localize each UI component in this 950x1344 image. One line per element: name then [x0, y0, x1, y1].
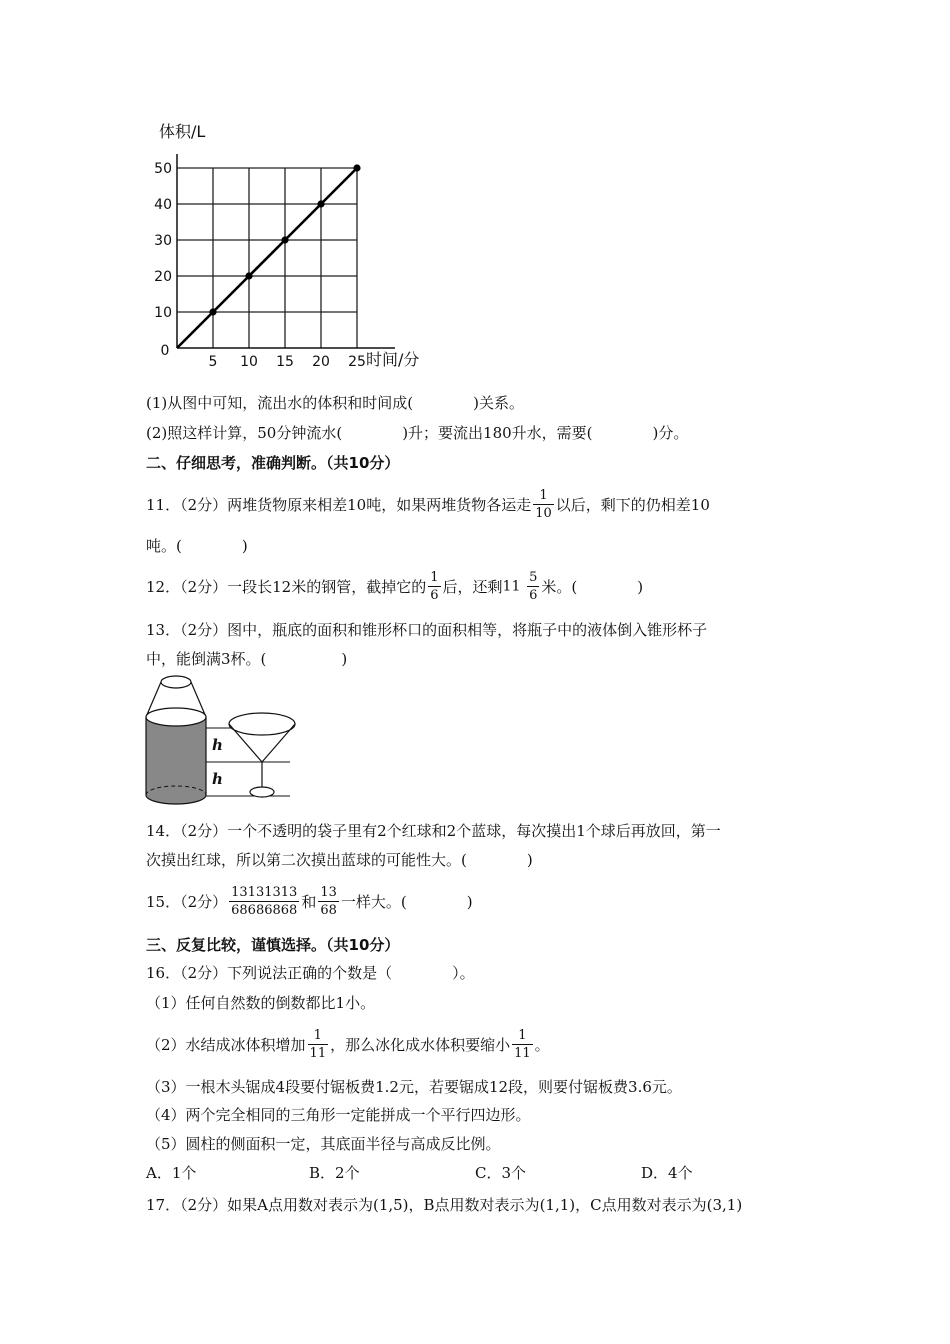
q16-statement-1: （1）任何自然数的倒数都比1小。	[146, 994, 376, 1012]
origin-label: 0	[160, 343, 170, 359]
q11-text-suffix: 以后，剩下的仍相差10	[555, 495, 710, 514]
fraction-numerator: 13	[320, 884, 337, 900]
question-11	[146, 484, 710, 524]
x-tick-label: 10	[240, 354, 258, 370]
fraction-denominator: 11	[309, 1045, 327, 1061]
q16-stem: 16．（2分）下列说法正确的个数是（ ）。	[146, 964, 475, 982]
q11-text-prefix: 11．（2分）两堆货物原来相差10吨，如果两堆货物各运走	[146, 495, 532, 514]
volume-time-chart	[140, 115, 460, 380]
fraction-1-10	[533, 489, 554, 520]
q16-statement-4: （4）两个完全相同的三角形一定能拼成一个平行四边形。	[146, 1106, 531, 1124]
q17-text-prefix: 17．（2分）如果A点用数对表示为	[146, 1196, 373, 1214]
q13-line1: 13．（2分）图中，瓶底的面积和锥形杯口的面积相等，将瓶子中的液体倒入锥形杯子	[146, 621, 708, 639]
question-17	[146, 1194, 742, 1215]
mixed-whole: 11	[502, 578, 521, 594]
height-label-2: h	[212, 770, 223, 788]
fraction-denominator: 68	[320, 902, 337, 918]
data-point	[245, 272, 252, 279]
q17-text-mid2: ，C点用数对表示为	[575, 1196, 707, 1214]
fraction-denominator: 10	[535, 505, 552, 521]
q16-s2-suffix: 。	[534, 1035, 550, 1054]
q17-text-mid1: ，B点用数对表示为	[408, 1196, 540, 1214]
q10-sub1: (1)从图中可知，流出水的体积和时间成( )关系。	[146, 394, 524, 412]
q12-text-suffix: 米。( )	[541, 577, 644, 596]
y-tick-label: 40	[154, 197, 172, 213]
data-point	[209, 308, 216, 315]
x-tick-label: 15	[276, 354, 294, 370]
q14-line2: 次摸出红球，所以第二次摸出蓝球的可能性大。( )	[146, 851, 533, 869]
height-label-1: h	[212, 736, 223, 754]
q15-text-suffix: 一样大。( )	[340, 892, 473, 911]
q16-statement-5: （5）圆柱的侧面积一定，其底面半径与高成反比例。	[146, 1135, 501, 1153]
fraction-denominator: 6	[430, 587, 439, 603]
data-point	[317, 200, 324, 207]
q14-line1: 14．（2分）一个不透明的袋子里有2个红球和2个蓝球，每次摸出1个球后再放回，第一	[146, 822, 721, 840]
question-15	[146, 880, 473, 922]
mixed-number	[503, 571, 542, 602]
fraction-13131313-68686868	[229, 886, 299, 917]
q10-sub2: (2)照这样计算，50分钟流水( )升；要流出180升水，需要( )分。	[146, 424, 689, 442]
fraction-1-11	[512, 1029, 533, 1060]
q12-text-prefix: 12．（2分）一段长12米的钢管，截掉它的	[146, 577, 427, 596]
fraction-numerator: 1	[308, 1029, 329, 1045]
chart-axes	[177, 154, 395, 348]
q16-statement-3: （3）一根木头锯成4段要付锯板费1.2元，若要锯成12段，则要付锯板费3.6元。	[146, 1078, 682, 1096]
q16-option-c: C．3个	[475, 1164, 527, 1182]
q13-line2: 中，能倒满3杯。( )	[146, 650, 348, 668]
x-tick-label: 25	[348, 354, 366, 370]
series-line	[177, 168, 357, 348]
point-b-pair: (1,1)	[539, 1196, 576, 1214]
question-12	[146, 566, 643, 606]
fraction-numerator: 1	[512, 1029, 533, 1045]
y-tick-label: 20	[154, 269, 172, 285]
q16-option-d: D．4个	[641, 1164, 693, 1182]
point-a-pair: (1,5)	[372, 1196, 409, 1214]
q16-option-a: A．1个	[146, 1164, 197, 1182]
fraction-numerator: 1	[533, 489, 554, 505]
fraction-numerator: 13131313	[231, 884, 298, 900]
fraction-numerator: 5	[529, 569, 538, 585]
fraction-1-11	[308, 1029, 329, 1060]
section-2-title: 二、仔细思考，准确判断。（共10分）	[146, 454, 400, 472]
q11-line2: 吨。( )	[146, 537, 248, 555]
fraction-13-68	[318, 886, 339, 917]
section-3-title: 三、反复比较，谨慎选择。（共10分）	[146, 936, 400, 954]
bottle-top-ellipse	[161, 676, 191, 688]
y-tick-label: 50	[154, 161, 172, 177]
bottle-liquid	[146, 717, 206, 795]
fraction-denominator: 6	[529, 587, 538, 603]
bottle-bottom-front	[146, 795, 206, 804]
x-tick-label: 5	[208, 354, 218, 370]
cone-rim	[229, 713, 295, 735]
chart-series	[177, 164, 361, 348]
data-point	[281, 236, 288, 243]
bottle-cone-figure	[140, 672, 310, 812]
fraction-1-6	[428, 571, 440, 602]
y-tick-label: 30	[154, 233, 172, 249]
glass-base	[250, 787, 274, 797]
fraction-numerator: 1	[430, 569, 439, 585]
y-axis-label: 体积/L	[159, 122, 206, 141]
q16-statement-2	[146, 1024, 550, 1064]
fraction-denominator: 11	[514, 1045, 531, 1061]
q16-s2-middle: ，那么冰化成水体积要缩小	[330, 1035, 511, 1054]
data-point	[353, 164, 360, 171]
q16-option-b: B．2个	[309, 1164, 360, 1182]
y-tick-label: 10	[154, 305, 172, 321]
x-tick-label: 20	[312, 354, 330, 370]
q15-text-middle: 和	[301, 892, 317, 911]
fraction-denominator: 68686868	[231, 902, 298, 918]
point-c-pair: (3,1)	[706, 1196, 743, 1214]
q15-text-prefix: 15．（2分）	[146, 892, 228, 911]
fraction-5-6	[527, 571, 539, 602]
bottle-liquid-top	[146, 708, 206, 726]
q12-text-middle: 后，还剩	[442, 577, 503, 596]
q16-s2-prefix: （2）水结成冰体积增加	[146, 1035, 306, 1054]
x-axis-label: 时间/分	[366, 350, 420, 369]
